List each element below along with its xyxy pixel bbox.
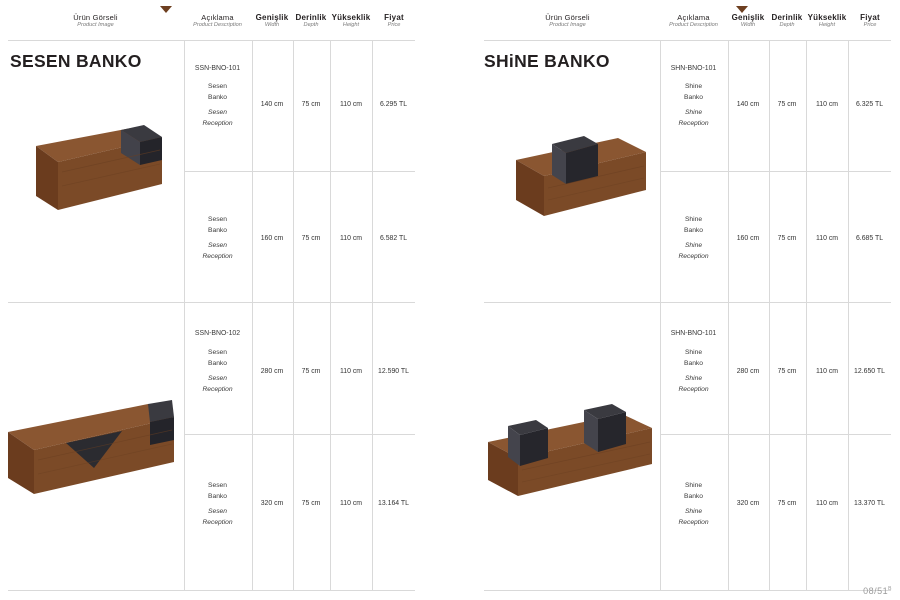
top-registration-mark [736, 0, 748, 7]
product-description: Shine Banko Shine Reception [678, 83, 709, 128]
cell-depth: 75 cm [301, 101, 321, 108]
cell-price: 6.685 TL [855, 235, 884, 242]
cell-width: 140 cm [260, 101, 284, 108]
cell-height: 110 cm [815, 101, 839, 108]
product-description: Sesen Banko Sesen Reception [202, 349, 233, 394]
column-header-image: Ürün Görseli Product Image [545, 13, 590, 28]
product-code: SHN-BNO-101 [670, 65, 717, 72]
column-header-description: Açıklama Product Description [669, 13, 718, 28]
product-panel-shine [450, 0, 900, 600]
cell-depth: 75 cm [301, 500, 321, 507]
row-rule-2 [184, 434, 415, 435]
column-header-description: Açıklama Product Description [193, 13, 242, 28]
header-rule [8, 40, 415, 41]
cell-width: 320 cm [260, 500, 284, 507]
row-rule-1 [184, 171, 415, 172]
cell-price: 13.370 TL [854, 500, 885, 507]
product-image-sesen-101 [22, 120, 172, 220]
column-header-width: Genişlik Width [255, 13, 289, 29]
page-number: $08/51^B$ [863, 586, 892, 596]
cell-width: 160 cm [260, 235, 284, 242]
product-description: Sesen Banko Sesen Reception [202, 83, 233, 128]
cell-depth: 75 cm [777, 235, 797, 242]
page-title: SHiNE BANKO [484, 51, 610, 71]
cell-price: 6.582 TL [379, 235, 408, 242]
row-rule-1 [660, 171, 891, 172]
column-header-image: Ürün Görseli Product Image [73, 13, 118, 28]
product-description: Sesen Banko Sesen Reception [202, 216, 233, 261]
product-description: Shine Banko Shine Reception [678, 216, 709, 261]
column-header-height: Yükseklik Height [331, 13, 371, 29]
table-header [450, 14, 900, 36]
product-code: SHN-BNO-101 [670, 330, 717, 337]
header-rule [484, 40, 891, 41]
column-header-price: Fiyat Price [384, 13, 404, 29]
cell-height: 110 cm [815, 368, 839, 375]
cell-height: 110 cm [339, 368, 363, 375]
cell-price: 13.164 TL [378, 500, 409, 507]
product-image-shine-102 [480, 390, 660, 500]
cell-height: 110 cm [815, 235, 839, 242]
section-rule [8, 302, 415, 303]
cell-depth: 75 cm [777, 368, 797, 375]
top-registration-mark [160, 0, 172, 7]
product-description: Shine Banko Shine Reception [678, 349, 709, 394]
cell-depth: 75 cm [301, 235, 321, 242]
product-description: Sesen Banko Sesen Reception [202, 482, 233, 527]
row-rule-2 [660, 434, 891, 435]
column-header-depth: Derinlik Depth [771, 13, 803, 29]
bottom-rule [484, 590, 891, 591]
product-image-sesen-102 [0, 396, 180, 496]
product-image-shine-101 [506, 120, 656, 220]
cell-price: 12.650 TL [854, 368, 885, 375]
cell-width: 160 cm [736, 235, 760, 242]
column-header-height: Yükseklik Height [807, 13, 847, 29]
cell-depth: 75 cm [777, 101, 797, 108]
column-header-width: Genişlik Width [731, 13, 765, 29]
column-header-depth: Derinlik Depth [295, 13, 327, 29]
cell-height: 110 cm [339, 101, 363, 108]
cell-depth: 75 cm [777, 500, 797, 507]
product-description: Shine Banko Shine Reception [678, 482, 709, 527]
cell-width: 320 cm [736, 500, 760, 507]
cell-height: 110 cm [815, 500, 839, 507]
cell-price: 12.590 TL [378, 368, 409, 375]
table-header [0, 14, 450, 36]
section-rule [484, 302, 891, 303]
cell-depth: 75 cm [301, 368, 321, 375]
cell-width: 280 cm [260, 368, 284, 375]
cell-price: 6.295 TL [379, 101, 408, 108]
cell-width: 140 cm [736, 101, 760, 108]
page-title: SESEN BANKO [10, 51, 142, 71]
product-code: SSN-BNO-102 [194, 330, 241, 337]
cell-height: 110 cm [339, 500, 363, 507]
product-code: SSN-BNO-101 [194, 65, 241, 72]
column-header-price: Fiyat Price [860, 13, 880, 29]
cell-height: 110 cm [339, 235, 363, 242]
cell-price: 6.325 TL [855, 101, 884, 108]
cell-width: 280 cm [736, 368, 760, 375]
bottom-rule [8, 590, 415, 591]
